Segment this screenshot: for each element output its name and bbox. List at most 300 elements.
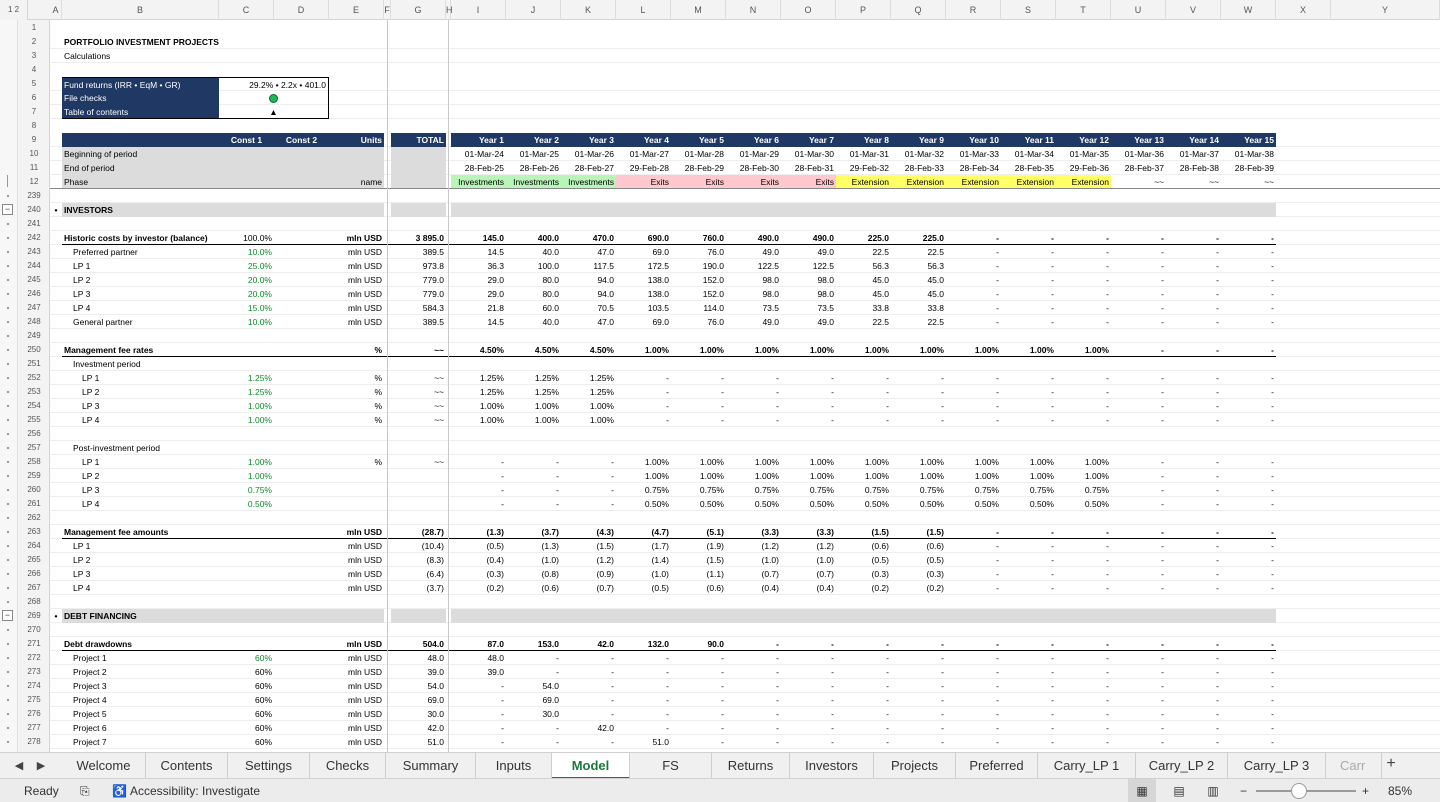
row-header[interactable]: 267 — [27, 583, 41, 592]
period-value[interactable]: 0.75% — [754, 485, 779, 495]
period-value[interactable]: 29.0 — [487, 275, 504, 285]
row-header[interactable]: 277 — [27, 723, 41, 732]
period-value[interactable]: - — [776, 653, 779, 663]
period-value[interactable]: - — [886, 653, 889, 663]
section-fill[interactable] — [1111, 203, 1166, 217]
period-value[interactable]: - — [831, 695, 834, 705]
period-value[interactable]: - — [1161, 373, 1164, 383]
row-header[interactable]: 253 — [27, 387, 41, 396]
section-fill[interactable] — [946, 203, 1001, 217]
units-value[interactable]: mln USD — [347, 275, 382, 285]
period-value[interactable]: - — [831, 653, 834, 663]
period-value[interactable]: (0.4) — [816, 583, 834, 593]
period-value[interactable]: 47.0 — [597, 317, 614, 327]
period-value[interactable]: - — [831, 415, 834, 425]
period-value[interactable]: - — [1161, 639, 1164, 649]
period-value[interactable]: (1.3) — [541, 541, 559, 551]
period-value[interactable]: 51.0 — [652, 737, 669, 747]
period-value[interactable]: - — [1271, 723, 1274, 733]
period-value[interactable]: (1.5) — [596, 541, 614, 551]
section-bullet[interactable]: • — [54, 611, 58, 621]
const1-header[interactable]: Const 1 — [219, 133, 274, 147]
column-header-i[interactable]: I — [451, 0, 506, 20]
period-value[interactable]: 39.0 — [487, 667, 504, 677]
period-value[interactable]: 0.50% — [974, 499, 999, 509]
period-value[interactable]: - — [1161, 471, 1164, 481]
units-value[interactable]: mln USD — [347, 569, 382, 579]
row-label[interactable]: Post-investment period — [73, 443, 160, 453]
const1-value[interactable]: 60% — [254, 709, 272, 719]
period-value[interactable]: - — [1161, 485, 1164, 495]
section-fill[interactable] — [671, 609, 726, 623]
period-value[interactable]: - — [611, 471, 614, 481]
const1-value[interactable]: 1.25% — [247, 387, 272, 397]
period-value[interactable]: - — [996, 723, 999, 733]
period-value[interactable]: 0.50% — [809, 499, 834, 509]
period-value[interactable]: (0.7) — [761, 569, 779, 579]
section-fill[interactable] — [451, 203, 506, 217]
period-value[interactable]: - — [1106, 415, 1109, 425]
period-value[interactable]: - — [1106, 387, 1109, 397]
units-value[interactable]: mln USD — [347, 541, 382, 551]
period-value[interactable]: (1.2) — [596, 555, 614, 565]
row-header[interactable]: 239 — [27, 191, 41, 200]
period-value[interactable]: 29.0 — [487, 289, 504, 299]
units-value[interactable]: % — [374, 373, 382, 383]
period-value[interactable]: - — [1051, 387, 1054, 397]
period-value[interactable]: - — [831, 681, 834, 691]
eop-date[interactable]: 28-Feb-39 — [1234, 163, 1274, 173]
eop-label[interactable]: End of period — [62, 161, 219, 175]
row-label[interactable]: Project 1 — [73, 653, 107, 663]
year-header[interactable]: Year 3 — [561, 133, 616, 147]
row-label[interactable]: Project 6 — [73, 723, 107, 733]
period-value[interactable]: - — [776, 401, 779, 411]
period-value[interactable]: - — [721, 723, 724, 733]
period-value[interactable]: 56.3 — [872, 261, 889, 271]
period-value[interactable]: (1.1) — [706, 569, 724, 579]
eop-date[interactable]: 28-Feb-34 — [959, 163, 999, 173]
row-header[interactable]: 246 — [27, 289, 41, 298]
column-header-p[interactable]: P — [836, 0, 891, 20]
period-value[interactable]: - — [1161, 583, 1164, 593]
period-value[interactable]: - — [1216, 737, 1219, 747]
row-label[interactable]: LP 1 — [82, 373, 100, 383]
row-header[interactable]: 248 — [27, 317, 41, 326]
section-fill[interactable] — [781, 609, 836, 623]
units-value[interactable]: mln USD — [347, 261, 382, 271]
period-value[interactable]: - — [611, 499, 614, 509]
sheet-tab[interactable]: Contents — [146, 753, 228, 779]
bop-date[interactable]: 01-Mar-31 — [849, 149, 889, 159]
period-value[interactable]: - — [1161, 247, 1164, 257]
period-value[interactable]: (3.3) — [761, 527, 779, 537]
phase-cell[interactable]: Extension — [1056, 175, 1111, 189]
toc-up-icon[interactable]: ▲ — [219, 105, 329, 119]
period-value[interactable]: - — [996, 737, 999, 747]
period-value[interactable]: (0.5) — [871, 555, 889, 565]
period-value[interactable]: - — [611, 695, 614, 705]
period-value[interactable]: 98.0 — [817, 275, 834, 285]
period-value[interactable]: 0.50% — [644, 499, 669, 509]
row-header[interactable]: 11 — [29, 163, 39, 172]
bop-date[interactable]: 01-Mar-28 — [684, 149, 724, 159]
units-value[interactable]: mln USD — [347, 317, 382, 327]
row-header[interactable]: 258 — [27, 457, 41, 466]
total-value[interactable]: 3 895.0 — [415, 233, 444, 243]
total-value[interactable]: 51.0 — [427, 737, 444, 747]
section-fill[interactable] — [836, 609, 891, 623]
period-value[interactable]: 21.8 — [487, 303, 504, 313]
period-value[interactable]: - — [1271, 737, 1274, 747]
period-value[interactable]: (0.7) — [816, 569, 834, 579]
row-header[interactable]: 278 — [27, 737, 41, 746]
period-value[interactable]: 4.50% — [479, 345, 504, 355]
period-value[interactable]: - — [1271, 653, 1274, 663]
period-value[interactable]: - — [996, 415, 999, 425]
row-label[interactable]: LP 4 — [73, 583, 91, 593]
row-header[interactable]: 260 — [27, 485, 41, 494]
period-value[interactable]: - — [1271, 499, 1274, 509]
period-value[interactable]: - — [1216, 709, 1219, 719]
period-value[interactable]: (0.5) — [926, 555, 944, 565]
section-fill[interactable] — [329, 203, 384, 217]
period-value[interactable]: - — [886, 667, 889, 677]
period-value[interactable]: - — [886, 401, 889, 411]
period-value[interactable]: - — [1051, 401, 1054, 411]
sheet-tab[interactable]: Model — [552, 753, 630, 779]
row-header[interactable]: 262 — [27, 513, 41, 522]
period-value[interactable]: - — [1051, 709, 1054, 719]
units-value[interactable]: mln USD — [346, 639, 382, 649]
eop-date[interactable]: 28-Feb-35 — [1014, 163, 1054, 173]
row-label[interactable]: Debt drawdowns — [64, 639, 133, 649]
period-value[interactable]: 98.0 — [762, 289, 779, 299]
row-header[interactable]: 256 — [27, 429, 41, 438]
period-value[interactable]: - — [941, 639, 944, 649]
period-value[interactable]: - — [1106, 289, 1109, 299]
period-value[interactable]: (0.5) — [486, 541, 504, 551]
period-value[interactable]: - — [1051, 653, 1054, 663]
period-value[interactable]: 49.0 — [817, 317, 834, 327]
eop-date[interactable]: 28-Feb-30 — [739, 163, 779, 173]
row-label[interactable]: Management fee rates — [64, 345, 154, 355]
phase-cell[interactable]: Exits — [781, 175, 836, 189]
period-value[interactable]: - — [1216, 261, 1219, 271]
period-value[interactable]: - — [996, 653, 999, 663]
year-header[interactable]: Year 9 — [891, 133, 946, 147]
period-value[interactable]: 45.0 — [872, 289, 889, 299]
grey-fill[interactable] — [329, 161, 384, 175]
period-value[interactable]: 117.5 — [593, 261, 614, 271]
period-value[interactable]: - — [941, 709, 944, 719]
row-label[interactable]: General partner — [73, 317, 133, 327]
section-fill[interactable] — [781, 203, 836, 217]
period-value[interactable]: (0.3) — [486, 569, 504, 579]
period-value[interactable]: - — [501, 681, 504, 691]
period-value[interactable]: 87.0 — [487, 639, 504, 649]
period-value[interactable]: (4.3) — [596, 527, 614, 537]
period-value[interactable]: 76.0 — [707, 247, 724, 257]
section-fill[interactable] — [836, 203, 891, 217]
macro-record-icon[interactable]: ⎘ — [80, 784, 90, 798]
period-value[interactable]: - — [721, 653, 724, 663]
period-value[interactable]: 1.00% — [1029, 345, 1054, 355]
period-value[interactable]: - — [1271, 415, 1274, 425]
section-fill[interactable] — [329, 609, 384, 623]
row-header[interactable]: 249 — [27, 331, 41, 340]
row-header[interactable]: 251 — [27, 359, 41, 368]
period-value[interactable]: - — [941, 387, 944, 397]
total-value[interactable]: (28.7) — [421, 527, 444, 537]
period-value[interactable]: (0.7) — [596, 583, 614, 593]
period-value[interactable]: - — [1051, 247, 1054, 257]
period-value[interactable]: - — [666, 387, 669, 397]
period-value[interactable]: - — [996, 317, 999, 327]
period-value[interactable]: 190.0 — [702, 261, 724, 271]
page-break-icon[interactable]: ▥ — [1207, 784, 1219, 798]
phase-cell[interactable]: Extension — [946, 175, 1001, 189]
section-fill[interactable] — [1221, 609, 1276, 623]
period-value[interactable]: - — [666, 681, 669, 691]
period-value[interactable]: - — [666, 415, 669, 425]
const1-value[interactable]: 60% — [254, 667, 272, 677]
units-value[interactable]: % — [374, 457, 382, 467]
row-header[interactable]: 269 — [27, 611, 41, 620]
period-value[interactable]: - — [1271, 303, 1274, 313]
period-value[interactable]: (0.8) — [541, 569, 559, 579]
period-value[interactable]: - — [1051, 583, 1054, 593]
column-header-o[interactable]: O — [781, 0, 836, 20]
period-value[interactable]: - — [721, 737, 724, 747]
section-fill[interactable] — [946, 609, 1001, 623]
row-header[interactable]: 275 — [27, 695, 41, 704]
period-value[interactable]: 69.0 — [652, 317, 669, 327]
period-value[interactable]: - — [611, 653, 614, 663]
row-header[interactable]: 245 — [27, 275, 41, 284]
column-header-g[interactable]: G — [391, 0, 446, 20]
period-value[interactable]: 49.0 — [817, 247, 834, 257]
total-value[interactable]: 69.0 — [427, 695, 444, 705]
period-value[interactable]: - — [1161, 457, 1164, 467]
period-value[interactable]: (1.5) — [871, 527, 889, 537]
period-value[interactable]: - — [1161, 415, 1164, 425]
period-value[interactable]: - — [1051, 233, 1054, 243]
period-value[interactable]: - — [1216, 289, 1219, 299]
period-value[interactable]: 1.00% — [919, 457, 944, 467]
period-value[interactable]: - — [611, 667, 614, 677]
period-value[interactable]: - — [996, 527, 999, 537]
period-value[interactable]: - — [1051, 667, 1054, 677]
period-value[interactable]: - — [831, 737, 834, 747]
row-header[interactable]: 1 — [31, 23, 37, 32]
period-value[interactable]: - — [996, 387, 999, 397]
period-value[interactable]: - — [1216, 345, 1219, 355]
zoom-in-icon[interactable]: + — [1362, 784, 1370, 798]
period-value[interactable]: - — [996, 681, 999, 691]
period-value[interactable]: - — [556, 471, 559, 481]
const1-value[interactable]: 20.0% — [247, 275, 272, 285]
period-value[interactable]: - — [776, 387, 779, 397]
period-value[interactable]: - — [1271, 317, 1274, 327]
period-value[interactable]: - — [556, 723, 559, 733]
file-checks-label[interactable]: File checks — [62, 91, 219, 105]
row-label[interactable]: LP 3 — [82, 401, 100, 411]
period-value[interactable]: - — [721, 667, 724, 677]
period-value[interactable]: 45.0 — [927, 275, 944, 285]
period-value[interactable]: (0.4) — [486, 555, 504, 565]
collapse-group-icon[interactable]: − — [2, 610, 13, 621]
period-value[interactable]: (5.1) — [706, 527, 724, 537]
phase-cell[interactable]: ~~ — [1209, 177, 1219, 187]
period-value[interactable]: - — [1216, 233, 1219, 243]
bop-date[interactable]: 01-Mar-38 — [1234, 149, 1274, 159]
period-value[interactable]: (1.0) — [541, 555, 559, 565]
sheet-tab[interactable]: Returns — [712, 753, 790, 779]
const1-value[interactable]: 60% — [254, 695, 272, 705]
bop-date[interactable]: 01-Mar-32 — [904, 149, 944, 159]
row-label[interactable]: LP 4 — [73, 303, 91, 313]
year-header[interactable]: Year 6 — [726, 133, 781, 147]
period-value[interactable]: 1.25% — [534, 373, 559, 383]
sheet-tab[interactable]: Carry_LP 2 — [1136, 753, 1228, 779]
const1-value[interactable]: 1.25% — [247, 373, 272, 383]
units-value[interactable]: mln USD — [346, 233, 382, 243]
period-value[interactable]: - — [666, 373, 669, 383]
row-header[interactable]: 12 — [29, 177, 39, 186]
const1-value[interactable]: 60% — [254, 737, 272, 747]
section-fill[interactable] — [219, 609, 274, 623]
period-value[interactable]: - — [776, 415, 779, 425]
period-value[interactable]: - — [1106, 247, 1109, 257]
period-value[interactable]: 1.00% — [534, 415, 559, 425]
section-fill[interactable] — [891, 609, 946, 623]
total-value[interactable]: ~~ — [434, 345, 444, 355]
period-value[interactable]: - — [1271, 583, 1274, 593]
period-value[interactable]: - — [1106, 261, 1109, 271]
const1-value[interactable]: 1.00% — [247, 471, 272, 481]
phase-cell[interactable]: Exits — [726, 175, 781, 189]
period-value[interactable]: 1.00% — [534, 401, 559, 411]
period-value[interactable]: - — [996, 583, 999, 593]
sheet-tab[interactable]: Carr — [1326, 753, 1382, 779]
sheet-title[interactable]: PORTFOLIO INVESTMENT PROJECTS — [64, 37, 219, 47]
period-value[interactable]: - — [1271, 275, 1274, 285]
period-value[interactable]: - — [501, 723, 504, 733]
collapse-group-icon[interactable]: − — [2, 204, 13, 215]
section-fill[interactable] — [1166, 609, 1221, 623]
row-label[interactable]: LP 1 — [73, 541, 91, 551]
period-value[interactable]: 4.50% — [534, 345, 559, 355]
period-value[interactable]: - — [941, 373, 944, 383]
period-value[interactable]: 0.75% — [1029, 485, 1054, 495]
section-fill[interactable] — [506, 609, 561, 623]
period-value[interactable]: - — [1216, 653, 1219, 663]
units-value[interactable]: mln USD — [347, 681, 382, 691]
grey-fill[interactable] — [219, 161, 274, 175]
period-value[interactable]: 1.00% — [864, 345, 889, 355]
column-header-y[interactable]: Y — [1331, 0, 1440, 20]
total-value[interactable]: 779.0 — [422, 289, 444, 299]
row-label[interactable]: LP 2 — [73, 555, 91, 565]
period-value[interactable]: - — [1271, 709, 1274, 719]
period-value[interactable]: - — [1216, 499, 1219, 509]
period-value[interactable]: 1.00% — [1084, 457, 1109, 467]
section-fill[interactable] — [891, 203, 946, 217]
page-layout-icon[interactable]: ▤ — [1173, 784, 1185, 798]
units-value[interactable]: mln USD — [347, 709, 382, 719]
row-label[interactable]: LP 4 — [82, 499, 100, 509]
row-label[interactable]: LP 2 — [73, 275, 91, 285]
period-value[interactable]: 1.25% — [479, 387, 504, 397]
units-value[interactable]: % — [374, 345, 382, 355]
period-value[interactable]: - — [1271, 345, 1274, 355]
period-value[interactable]: - — [776, 695, 779, 705]
bop-label[interactable]: Beginning of period — [62, 147, 219, 161]
period-value[interactable]: - — [1216, 667, 1219, 677]
const1-value[interactable]: 1.00% — [247, 457, 272, 467]
period-value[interactable]: - — [1216, 639, 1219, 649]
period-value[interactable]: (1.2) — [816, 541, 834, 551]
period-value[interactable]: - — [1271, 541, 1274, 551]
period-value[interactable]: - — [1051, 317, 1054, 327]
period-value[interactable]: - — [1216, 723, 1219, 733]
row-header[interactable]: 271 — [27, 639, 41, 648]
period-value[interactable]: 22.5 — [872, 247, 889, 257]
column-header-n[interactable]: N — [726, 0, 781, 20]
phase-cell[interactable]: Exits — [671, 175, 726, 189]
year-header[interactable]: Year 12 — [1056, 133, 1111, 147]
period-value[interactable]: (1.7) — [651, 541, 669, 551]
period-value[interactable]: 60.0 — [542, 303, 559, 313]
period-value[interactable]: - — [1216, 415, 1219, 425]
period-value[interactable]: - — [1271, 247, 1274, 257]
eop-date[interactable]: 28-Feb-27 — [574, 163, 614, 173]
period-value[interactable]: - — [1161, 569, 1164, 579]
period-value[interactable]: - — [1161, 737, 1164, 747]
phase-cell[interactable]: Investments — [451, 175, 506, 189]
period-value[interactable]: - — [1271, 639, 1274, 649]
column-header-u[interactable]: U — [1111, 0, 1166, 20]
row-label[interactable]: Investment period — [73, 359, 141, 369]
const1-value[interactable]: 10.0% — [247, 247, 272, 257]
phase-cell[interactable]: Exits — [616, 175, 671, 189]
total-value[interactable]: 30.0 — [427, 709, 444, 719]
period-value[interactable]: - — [1271, 289, 1274, 299]
period-value[interactable]: - — [1106, 583, 1109, 593]
section-fill[interactable] — [1001, 203, 1056, 217]
const1-value[interactable]: 20.0% — [247, 289, 272, 299]
eop-date[interactable]: 28-Feb-33 — [904, 163, 944, 173]
period-value[interactable]: - — [611, 737, 614, 747]
phase-cell[interactable]: Investments — [506, 175, 561, 189]
section-fill[interactable] — [274, 609, 329, 623]
period-value[interactable]: - — [941, 667, 944, 677]
period-value[interactable]: 69.0 — [542, 695, 559, 705]
period-value[interactable]: - — [1161, 345, 1164, 355]
period-value[interactable]: (3.3) — [816, 527, 834, 537]
grey-fill[interactable] — [391, 175, 446, 189]
phase-unit[interactable]: name — [329, 175, 384, 189]
column-header-h[interactable]: H — [446, 0, 451, 20]
period-value[interactable]: - — [1161, 653, 1164, 663]
period-value[interactable]: 100.0 — [537, 261, 559, 271]
period-value[interactable]: - — [1106, 233, 1109, 243]
period-value[interactable]: - — [996, 695, 999, 705]
period-value[interactable]: - — [1161, 681, 1164, 691]
period-value[interactable]: - — [941, 401, 944, 411]
year-header[interactable]: Year 11 — [1001, 133, 1056, 147]
